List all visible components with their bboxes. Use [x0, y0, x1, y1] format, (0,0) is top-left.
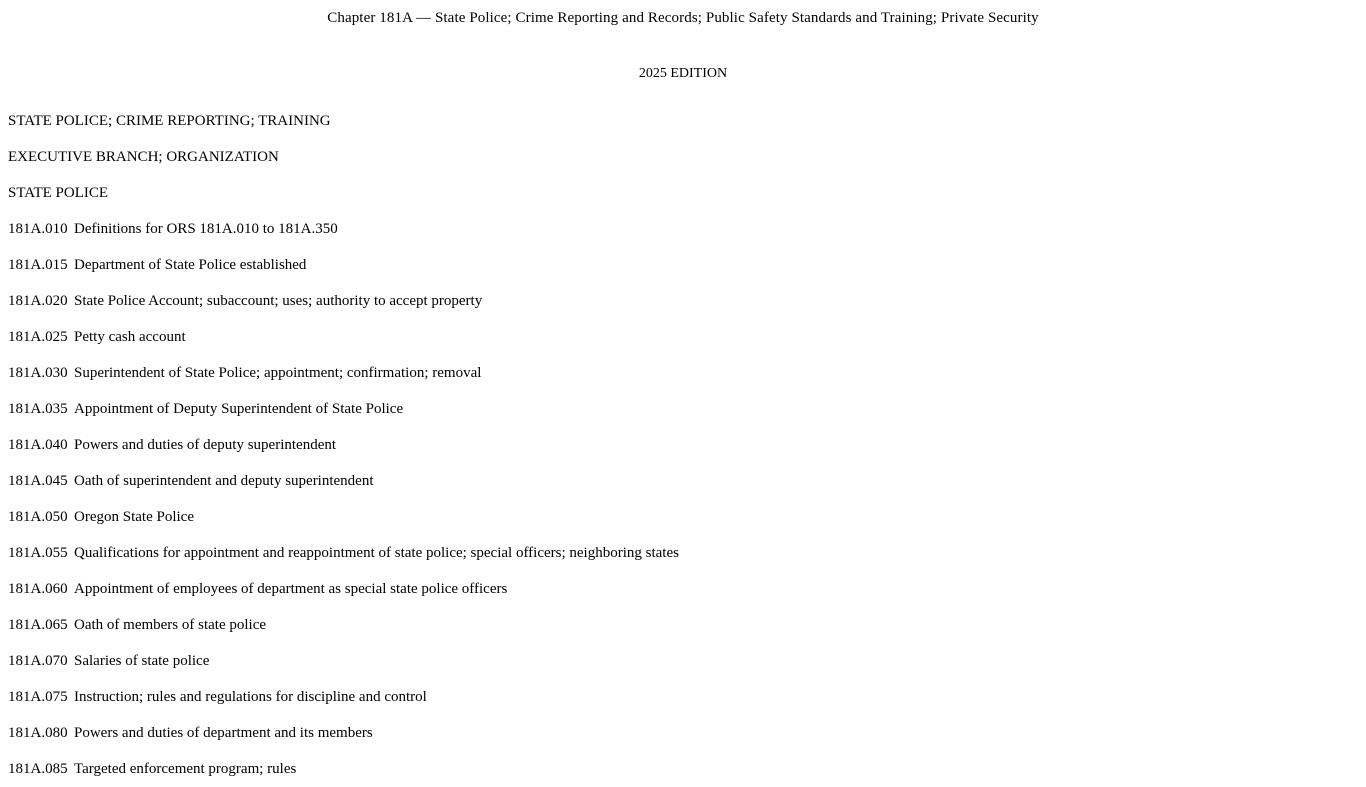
toc-entry[interactable]: [8, 679, 1366, 715]
toc-entry-title: Salaries of state police: [74, 653, 210, 669]
toc-entry[interactable]: [8, 463, 1366, 499]
toc-entry[interactable]: [8, 571, 1366, 607]
toc-entry[interactable]: [8, 607, 1366, 643]
section-heading-2: EXECUTIVE BRANCH; ORGANIZATION: [8, 149, 279, 165]
toc-entry-number: 181A.030: [8, 365, 68, 381]
toc-entry-number: 181A.070: [8, 653, 68, 669]
toc-entry-title: Appointment of Deputy Superintendent of State Police: [74, 401, 404, 417]
toc-entry[interactable]: [8, 751, 1366, 787]
toc-entry-number: 181A.055: [8, 545, 68, 561]
toc-entry-number: 181A.050: [8, 509, 68, 525]
toc-entry-number: 181A.045: [8, 473, 68, 489]
section-heading-3: STATE POLICE: [8, 185, 109, 201]
toc-entry-number: 181A.020: [8, 293, 68, 309]
toc-entry-title: State Police Account; subaccount; uses; authority to accept property: [74, 293, 483, 309]
toc-entry-number: 181A.025: [8, 329, 68, 345]
toc-entry-title: Superintendent of State Police; appointment; confirmation; removal: [74, 365, 482, 381]
toc-entry-number: 181A.060: [8, 581, 68, 597]
toc-entry-title: Oath of superintendent and deputy superintendent: [74, 473, 374, 489]
toc-entry-title: Department of State Police established: [74, 257, 307, 273]
toc-entry-title: Targeted enforcement program; rules: [74, 761, 297, 777]
edition-label: 2025 EDITION: [638, 66, 728, 81]
toc-entry[interactable]: [8, 283, 1366, 319]
section-heading-1: STATE POLICE; CRIME REPORTING; TRAINING: [8, 113, 331, 129]
toc-entry-title: Appointment of employees of department as special state police officers: [74, 581, 508, 597]
toc-entry-title: Powers and duties of deputy superintendent: [74, 437, 337, 453]
toc-entry[interactable]: [8, 355, 1366, 391]
toc-entry[interactable]: [8, 499, 1366, 535]
toc-entry[interactable]: [8, 535, 1366, 571]
toc-entry[interactable]: [8, 427, 1366, 463]
toc-entry[interactable]: [8, 247, 1366, 283]
toc-entry-number: 181A.035: [8, 401, 68, 417]
toc-entry-title: Definitions for ORS 181A.010 to 181A.350: [74, 221, 338, 237]
toc-entry-number: 181A.015: [8, 257, 68, 273]
toc-entry-number: 181A.075: [8, 689, 68, 705]
toc-entry[interactable]: [8, 715, 1366, 751]
toc-entry[interactable]: [8, 643, 1366, 679]
toc-entry-number: 181A.040: [8, 437, 68, 453]
toc-entry-title: Powers and duties of department and its members: [74, 725, 373, 741]
toc-entry-title: Oath of members of state police: [74, 617, 267, 633]
toc-entry-number: 181A.085: [8, 761, 68, 777]
toc-entry-title: Qualifications for appointment and reappointment of state police; special officers; neighboring states: [74, 545, 679, 561]
chapter-title: Chapter 181A — State Police; Crime Reporting and Records; Public Safety Standards and Training; Private Security: [327, 10, 1039, 26]
toc-entry-number: 181A.080: [8, 725, 68, 741]
toc-entry-title: Oregon State Police: [74, 509, 194, 525]
table-of-contents: [0, 211, 1366, 787]
toc-entry-number: 181A.065: [8, 617, 68, 633]
toc-entry[interactable]: [8, 211, 1366, 247]
toc-entry-number: 181A.010: [8, 221, 68, 237]
heading-block: [0, 82, 1366, 211]
toc-entry[interactable]: [8, 319, 1366, 355]
toc-entry[interactable]: [8, 391, 1366, 427]
toc-entry-title: Petty cash account: [74, 329, 186, 345]
toc-entry-title: Instruction; rules and regulations for discipline and control: [74, 689, 427, 705]
